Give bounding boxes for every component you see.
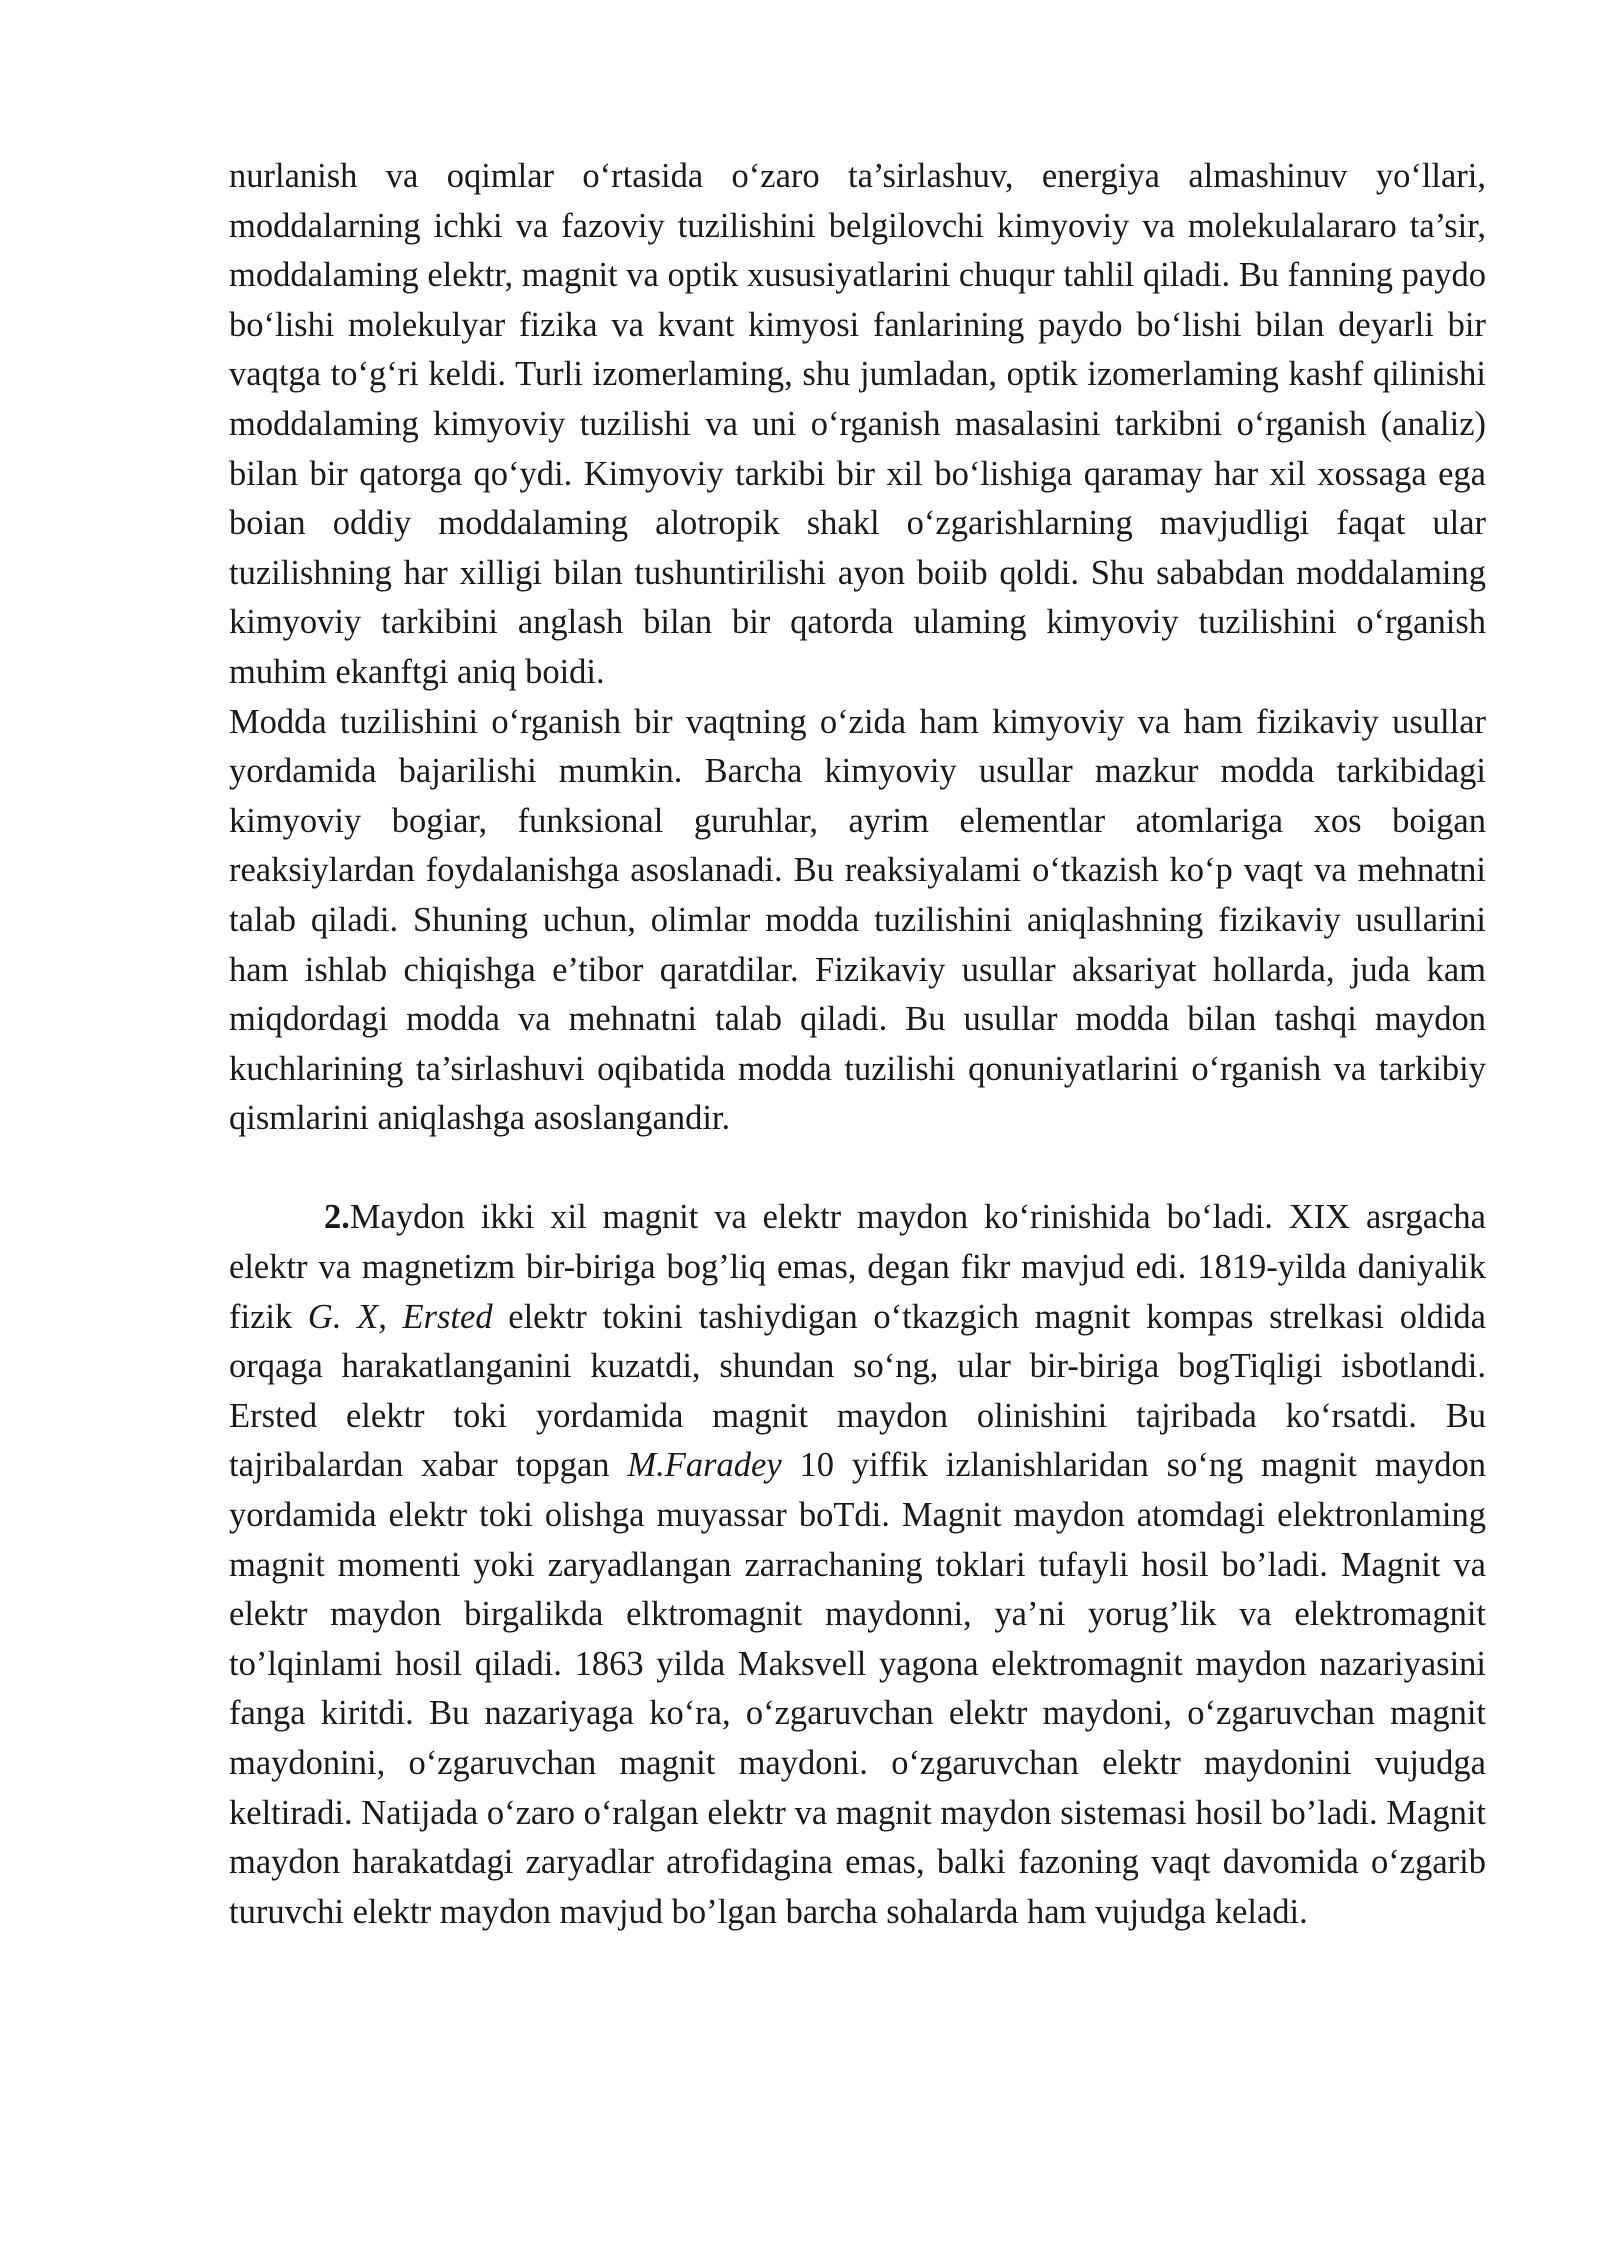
section-text-part-a: Maydon ikki xil magnit va elektr maydon ko‘rinishida bo‘ladi. XIX asrgacha elektr va magnetizm bir-biriga bog’liq emas, degan fikr mavjud edi. 1819-yilda daniyalik fizik xyxy=(229,1198,1486,1336)
body-text xyxy=(229,152,1486,1937)
section-number: 2. xyxy=(324,1198,350,1237)
paragraph-field-section xyxy=(229,1193,1486,1937)
scientist-name-ersted: G. X, Ersted xyxy=(307,1297,493,1336)
paragraph-structure-methods: Modda tuzilishini o‘rganish bir vaqtning o‘zida ham kimyoviy va ham fizikaviy usullar yordamida bajarilishi mumkin. Barcha kimyoviy usullar mazkur modda tarkibidagi kimyoviy bogiar, funksional guruhlar, ayrim elementlar atomlariga xos boigan reaksiylardan foydalanishga asoslanadi. Bu reaksiyalami o‘tkazish ko‘p vaqt va mehnatni talab qiladi. Shuning uchun, olimlar modda tuzilishini aniqlashning fizikaviy usullarini ham ishlab chiqishga e’tibor qaratdilar. Fizikaviy usullar aksariyat hollarda, juda kam miqdordagi modda va mehnatni talab qiladi. Bu usullar modda bilan tashqi maydon kuchlarining ta’sirlashuvi oqibatida modda tuzilishi qonuniyatlarini o‘rganish va tarkibiy qismlarini aniqlashga asoslangandir. xyxy=(229,702,1486,1138)
paragraph-radiation-interaction: nurlanish va oqimlar o‘rtasida o‘zaro ta’sirlashuv, energiya almashinuv yo‘llari, moddalarning ichki va fazoviy tuzilishini belgilovchi kimyoviy va molekulalararo ta’sir, moddalaming elektr, magnit va optik xususiyatlarini chuqur tahlil qiladi. Bu fanning paydo bo‘lishi molekulyar fizika va kvant kimyosi fanlarining paydo bo‘lishi bilan deyarli bir vaqtga to‘g‘ri keldi. Turli izomerlaming, shu jumladan, optik izomerlaming kashf qilinishi moddalaming kimyoviy tuzilishi va uni o‘rganish masalasini tarkibni o‘rganish (analiz) bilan bir qatorga qo‘ydi. Kimyoviy tarkibi bir xil bo‘lishiga qaramay har xil xossaga ega boian oddiy moddalaming alotropik shakl o‘zgarishlarning mavjudligi faqat ular tuzilishning har xilligi bilan tushuntirilishi ayon boiib qoldi. Shu sababdan moddalaming kimyoviy tarkibini anglash bilan bir qatorda ulaming kimyoviy tuzilishini o‘rganish muhim ekanftgi aniq boidi. xyxy=(229,157,1486,691)
scientist-name-faradey: M.Faradey xyxy=(627,1446,782,1485)
section-text-part-c: 10 yiffik izlanishlaridan so‘ng magnit maydon yordamida elektr toki olishga muyassar boTdi. Magnit maydon atomdagi elektronlaming magnit momenti yoki zaryadlangan zarrachaning toklari tufayli hosil bo’ladi. Magnit va elektr maydon birgalikda elktromagnit maydonni, ya’ni yorug’lik va elektromagnit to’lqinlami hosil qiladi. 1863 yilda Maksvell yagona elektromagnit maydon nazariyasini fanga kiritdi. Bu nazariyaga ko‘ra, o‘zgaruvchan elektr maydoni, o‘zgaruvchan magnit maydonini, o‘zgaruvchan magnit maydoni. o‘zgaruvchan elektr maydonini vujudga keltiradi. Natijada o‘zaro o‘ralgan elektr va magnit maydon sistemasi hosil bo’ladi. Magnit maydon harakatdagi zaryadlar atrofidagina emas, balki fazoning vaqt davomida o‘zgarib turuvchi elektr maydon mavjud bo’lgan barcha sohalarda ham vujudga keladi. xyxy=(229,1446,1486,1931)
paragraph-spacer xyxy=(229,1144,1486,1194)
section-text-part-b: elektr tokini tashiydigan o‘tkazgich magnit kompas strelkasi oldida orqaga harakatlanganini kuzatdi, shundan so‘ng, ular bir-biriga bogTiqligi isbotlandi. Ersted elektr toki yordamida magnit maydon olinishini tajribada ko‘rsatdi. Bu tajribalardan xabar topgan xyxy=(229,1297,1486,1485)
